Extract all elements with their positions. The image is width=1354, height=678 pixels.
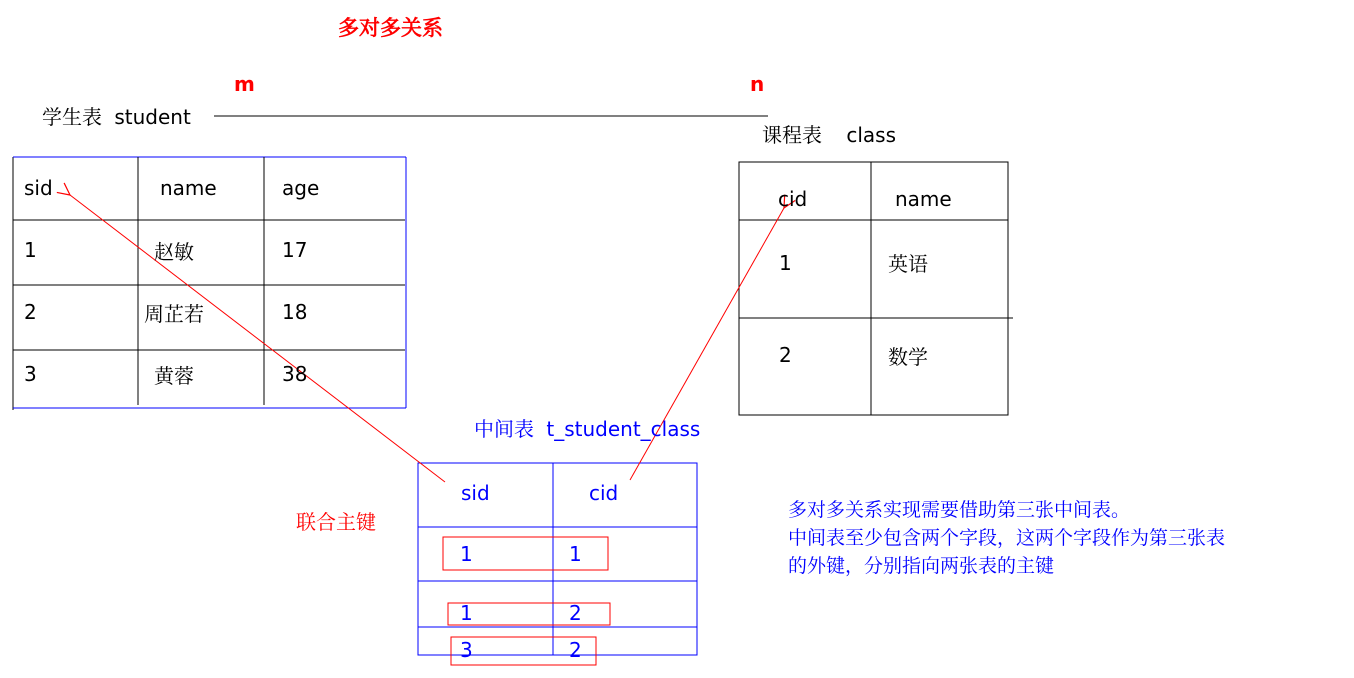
student-cell: 1 [24, 238, 37, 262]
student-cell: 2 [24, 300, 37, 324]
student-cell: 18 [282, 300, 308, 324]
class-cell: 数学 [888, 345, 928, 369]
student-header-age: age [282, 176, 320, 200]
class-cell: 英语 [888, 252, 928, 276]
student-cell: 3 [24, 362, 37, 386]
junction-cell: 1 [460, 542, 473, 566]
class-cell: 2 [779, 343, 792, 367]
junction-cell: 3 [460, 638, 473, 662]
composite-key-label: 联合主键 [296, 510, 376, 534]
multiplicity-m: m [234, 72, 255, 96]
student-cell: 38 [282, 362, 308, 386]
student-label-en: student [114, 105, 191, 129]
student-header-sid: sid [24, 176, 53, 200]
student-cell: 周芷若 [144, 302, 204, 326]
student-cell: 赵敏 [154, 240, 194, 264]
junction-cell: 1 [569, 542, 582, 566]
note-line: 中间表至少包含两个字段，这两个字段作为第三张表 [788, 527, 1226, 549]
junction-cell: 1 [460, 601, 473, 625]
class-cell: 1 [779, 251, 792, 275]
student-header-name: name [160, 176, 217, 200]
junction-header-sid: sid [461, 481, 490, 505]
note-line: 的外键，分别指向两张表的主键 [788, 555, 1055, 577]
class-label-en: class [846, 123, 897, 147]
student-label-cn: 学生表 [42, 105, 102, 129]
class-table-label [762, 119, 896, 148]
class-header-name: name [895, 187, 952, 211]
junction-label-cn: 中间表 [474, 417, 534, 441]
junction-label-en: t_student_class [546, 417, 701, 441]
multiplicity-n: n [750, 72, 765, 96]
junction-table-label [474, 413, 700, 442]
student-cell: 17 [282, 238, 308, 262]
note-line: 多对多关系实现需要借助第三张中间表。 [788, 499, 1131, 521]
student-table-label [42, 101, 191, 130]
explanation-note [788, 496, 1225, 580]
junction-cell: 2 [569, 638, 582, 662]
arrow-sid-to-student [70, 195, 445, 482]
diagram-title: 多对多关系 [338, 16, 443, 40]
class-header-cid: cid [778, 187, 808, 211]
junction-header-cid: cid [589, 481, 619, 505]
student-cell: 黄蓉 [154, 364, 194, 388]
class-label-cn: 课程表 [762, 123, 822, 147]
junction-cell: 2 [569, 601, 582, 625]
